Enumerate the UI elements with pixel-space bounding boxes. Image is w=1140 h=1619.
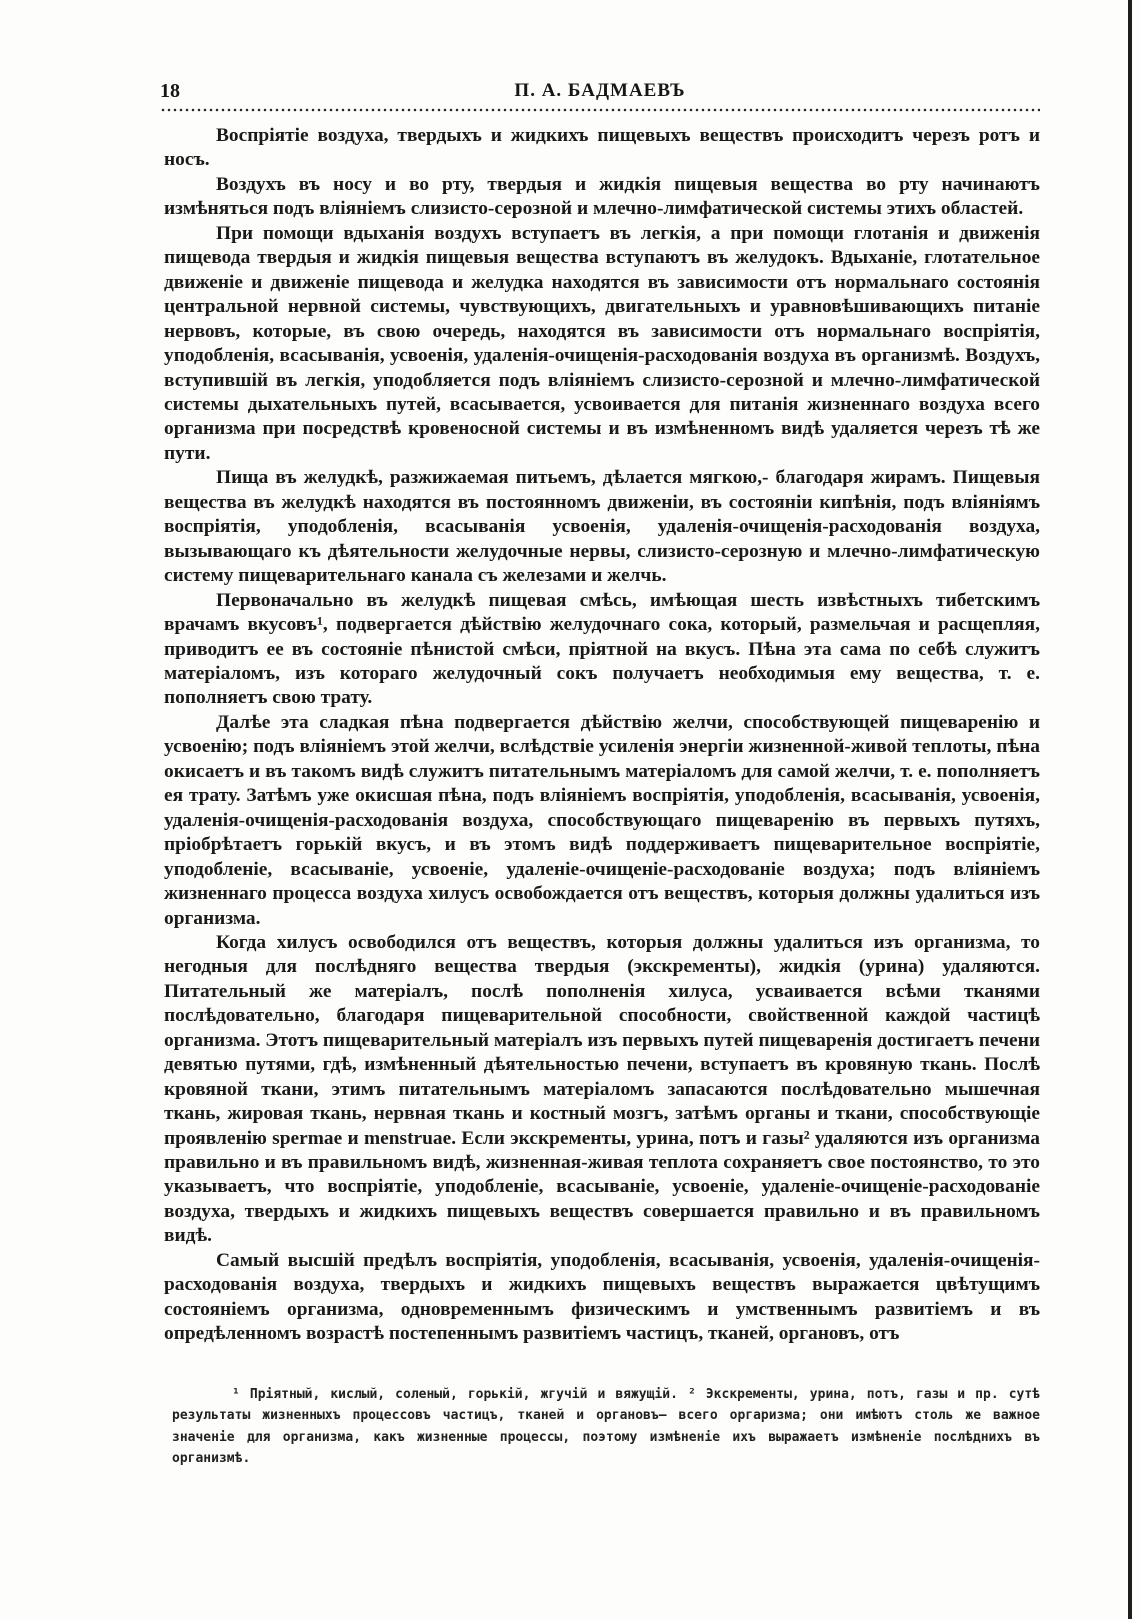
paragraph: Самый высшій предѣлъ воспріятія, уподобленія, всасыванія, усвоенія, удаленія-очищенія-расходованія воздуха, твердыхъ и жидкихъ пищевыхъ веществъ выражается цвѣтущимъ состояніемъ организма, одновременнымъ физическимъ и умственнымъ развитіемъ и въ опредѣленномъ возрастѣ постепеннымъ развитіемъ частицъ, тканей, органовъ, отъ: [164, 1249, 1040, 1345]
footnote-text: ¹ Пріятный, кислый, соленый, горькій, жгучій и вяжущій. ² Экскременты, урина, потъ, газы и пр. сутѣ результаты жизненныхъ процессовъ частицъ, тканей и органовъ— всего оргаризма; они имѣютъ столь же важное значеніе для организма, какъ жизненные процессы, поэтому измѣненіе ихъ выражаетъ измѣненіе послѣднихъ въ организмѣ.: [172, 1387, 1040, 1467]
running-head: П. А. БАДМАЕВЪ: [514, 80, 686, 101]
header-rule: [160, 107, 1040, 113]
paragraph: Воспріятіе воздуха, твердыхъ и жидкихъ пищевыхъ веществъ происходитъ черезъ ротъ и носъ.: [164, 125, 1040, 171]
page-number: 18: [160, 80, 180, 102]
paragraph: Воздухъ въ носу и во рту, твердыя и жидкія пищевыя вещества во рту начинаютъ измѣняться подъ вліяніемъ слизисто-серозной и млечно-лимфатической системы этихъ областей.: [164, 173, 1040, 220]
page-edge: [1128, 0, 1132, 1619]
paragraph: Первоначально въ желудкѣ пищевая смѣсь, имѣющая шесть извѣстныхъ тибетскимъ врачамъ вкусовъ¹, подвергается дѣйствію желудочнаго сока, который, размельчая и расщепляя, приводитъ ее въ состояніе пѣнистой смѣси, пріятной на вкусъ. Пѣна эта сама по себѣ служитъ матеріаломъ, изъ котораго желудочный сокъ получаетъ необходимыя ему вещества, т. е. пополняетъ свою трату.: [164, 589, 1040, 709]
paragraph: При помощи вдыханія воздухъ вступаетъ въ легкія, а при помощи глотанія и движенія пищевода твердыя и жидкія пищевыя вещества вступаютъ въ желудокъ. Вдыханіе, глотательное движеніе и движеніе пищевода и желудка находятся въ зависимости отъ нормальнаго состоянія центральной нервной системы, чувствующихъ, двигательныхъ и уравновѣшивающихъ питаніе нервовъ, которые, въ свою очередь, находятся въ зависимости отъ нормальнаго воспріятія, уподобленія, всасыванія, усвоенія, удаленія-очищенія-расходованія воздуха въ организмѣ. Воздухъ, вступившій въ легкія, уподобляется подъ вліяніемъ слизисто-серозной и млечно-лимфатической системы дыхательныхъ путей, всасывается, усвоивается для питанія жизненнаго воздуха всего организма при посредствѣ кровеносной системы и въ измѣненномъ видѣ удаляется черезъ тѣ же пути.: [164, 222, 1040, 464]
page-header: [160, 80, 1040, 106]
paragraph: Далѣе эта сладкая пѣна подвергается дѣйствію желчи, способствующей пищеваренію и усвоенію; подъ вліяніемъ этой желчи, вслѣдствіе усиленія энергіи жизненной-живой теплоты, пѣна окисаетъ и въ такомъ видѣ служитъ питательнымъ матеріаломъ для самой желчи, т. е. пополняетъ ея трату. Затѣмъ уже окисшая пѣна, подъ вліяніемъ воспріятія, уподобленія, всасыванія, усвоенія, удаленія-очищенія-расходованія воздуха, способствующаго пищеваренію въ первыхъ путяхъ, пріобрѣтаетъ горькій вкусъ, и въ этомъ видѣ поддерживаетъ пищеварительное воспріятіе, уподобленіе, всасываніе, усвоеніе, удаленіе-очищеніе-расходованіе воздуха; подъ вліяніемъ жизненнаго процесса воздуха хилусъ освобождается отъ веществъ, которыя должны удалиться изъ организма.: [164, 711, 1040, 929]
paragraph: Когда хилусъ освободился отъ веществъ, которыя должны удалиться изъ организма, то негодныя для послѣдняго вещества твердыя (экскременты), жидкія (урина) удаляются. Питательный же матеріалъ, послѣ пополненія хилуса, усваивается всѣми тканями послѣдовательно, благодаря пищеварительной способности, свойственной каждой частицѣ организма. Этотъ пищеварительный матеріалъ изъ первыхъ путей пищеваренія достигаетъ печени девятью путями, гдѣ, измѣненный дѣятельностью печени, вступаетъ въ кровяную ткань. Послѣ кровяной ткани, этимъ питательнымъ матеріаломъ запасаются послѣдовательно мышечная ткань, жировая ткань, нервная ткань и костный мозгъ, затѣмъ органы и ткани, способствующіе проявленію spermae и menstruae. Если экскременты, урина, потъ и газы² удаляются изъ организма правильно и въ правильномъ видѣ, жизненная-живая теплота сохраняетъ свое постоянство, то это указываетъ, что воспріятіе, уподобленіе, всасываніе, усвоеніе, удаленіе-очищеніе-расходованіе воздуха, твердыхъ и жидкихъ пищевыхъ веществъ совершается правильно и въ правильномъ видѣ.: [164, 931, 1040, 1247]
footnotes: [172, 1384, 1040, 1470]
paragraph: Пища въ желудкѣ, разжижаемая питьемъ, дѣлается мягкою,- благодаря жирамъ. Пищевыя вещества въ желудкѣ находятся въ постоянномъ движеніи, въ состояніи кипѣнія, подъ вліяніямъ воспріятія, уподобленія, всасыванія усвоенія, удаленія-очищенія-расходованія воздуха, вызывающаго къ дѣятельности желудочные нервы, слизисто-серозную и млечно-лимфатическую систему пищеварительнаго канала съ железами и желчь.: [164, 467, 1040, 587]
main-text: [164, 124, 1040, 1347]
